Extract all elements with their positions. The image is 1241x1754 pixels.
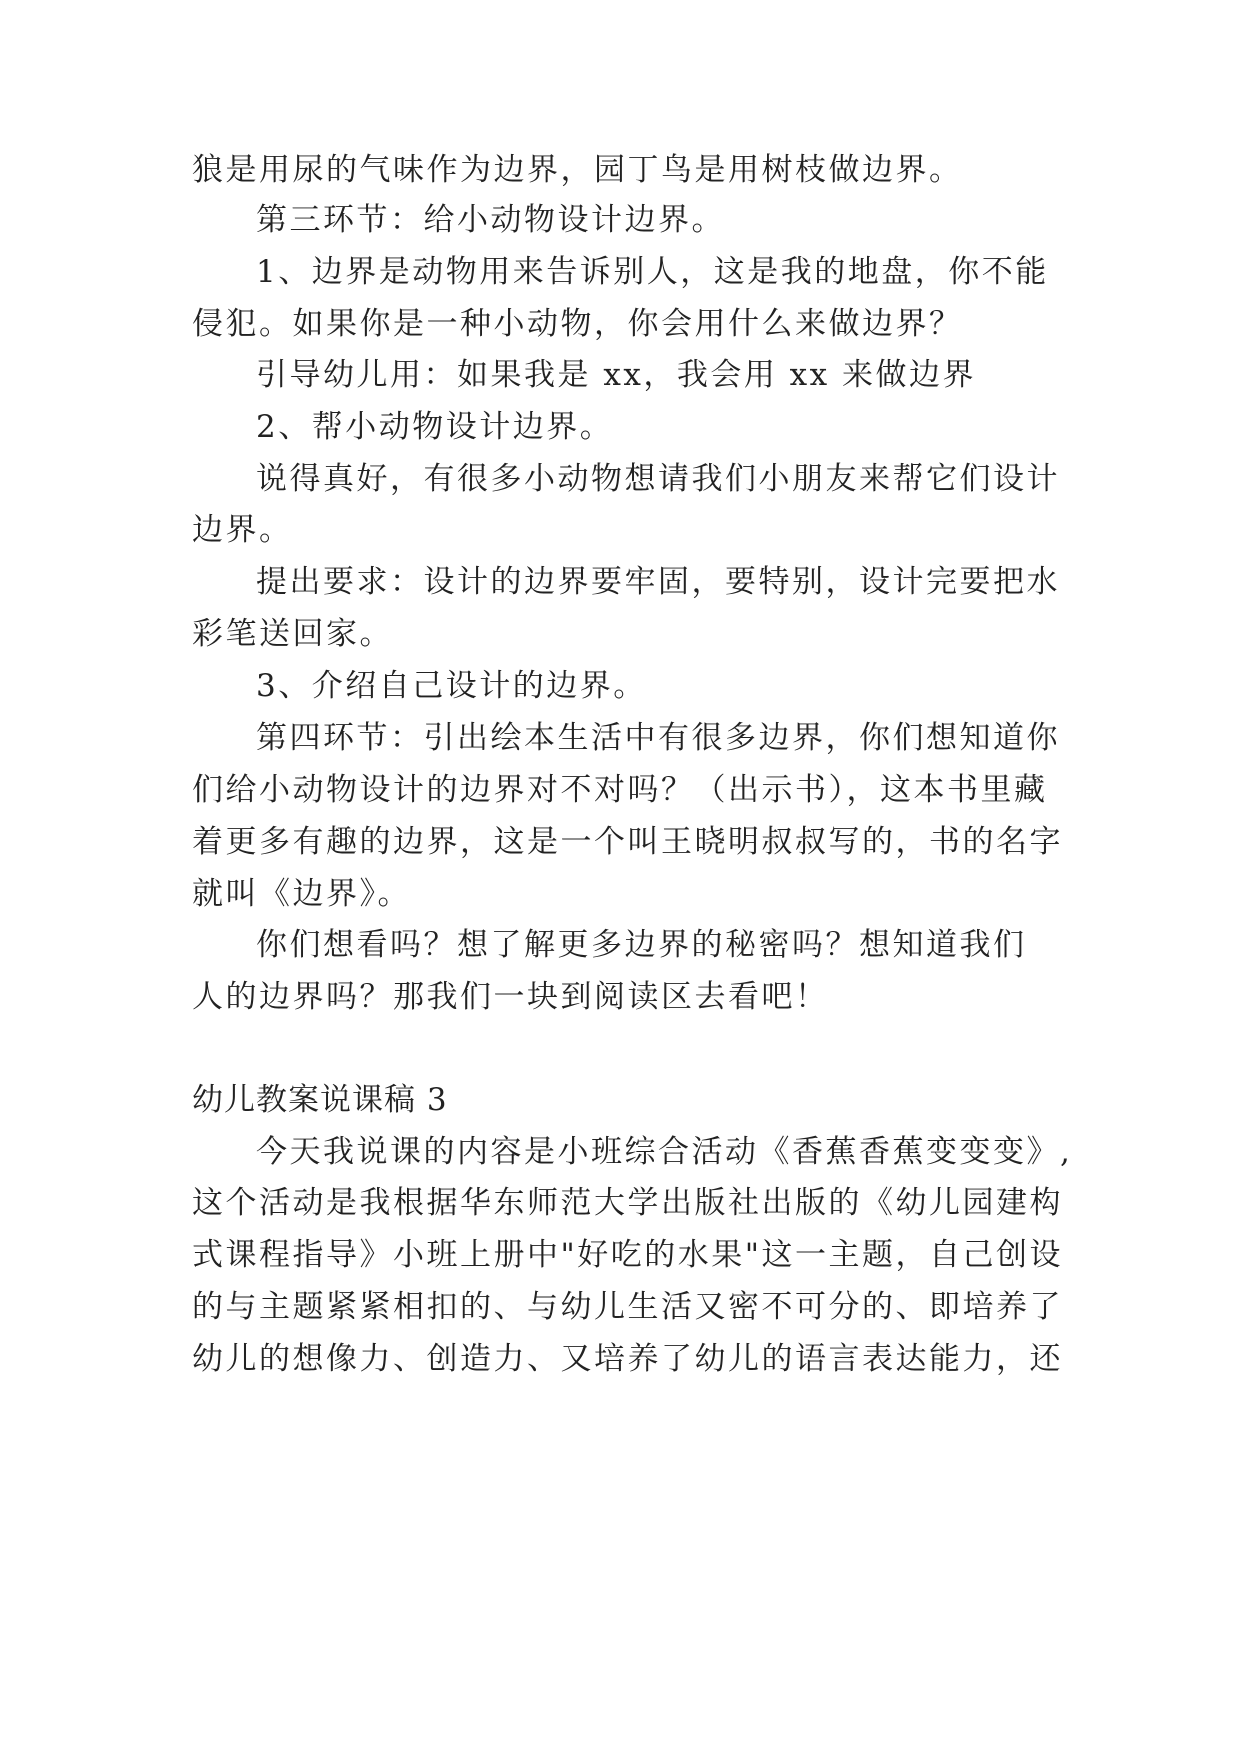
paragraph-line: 人的边界吗？那我们一块到阅读区去看吧！ (192, 979, 829, 1015)
paragraph-line: 引导幼儿用：如果我是 xx，我会用 xx 来做边界 (256, 357, 976, 393)
paragraph-line: 狼是用尿的气味作为边界，园丁鸟是用树枝做边界。 (192, 152, 963, 188)
paragraph-line: 侵犯。如果你是一种小动物，你会用什么来做边界？ (192, 306, 963, 342)
paragraph-line: 的与主题紧紧相扣的、与幼儿生活又密不可分的、即培养了 (192, 1289, 1063, 1325)
paragraph-line: 第四环节：引出绘本生活中有很多边界，你们想知道你 (256, 720, 1060, 756)
section-heading: 幼儿教案说课稿 3 (192, 1082, 448, 1118)
paragraph-line: 提出要求：设计的边界要牢固，要特别，设计完要把水 (256, 564, 1060, 600)
paragraph-line: 第三环节：给小动物设计边界。 (256, 202, 725, 238)
paragraph-line: 你们想看吗？想了解更多边界的秘密吗？想知道我们 (256, 927, 1027, 963)
paragraph-line: 着更多有趣的边界，这是一个叫王晓明叔叔写的，书的名字 (192, 824, 1063, 860)
paragraph-line: 1、边界是动物用来告诉别人，这是我的地盘，你不能 (256, 254, 1049, 290)
paragraph-line: 幼儿的想像力、创造力、又培养了幼儿的语言表达能力，还 (192, 1341, 1063, 1377)
paragraph-line: 这个活动是我根据华东师范大学出版社出版的《幼儿园建构 (192, 1185, 1063, 1221)
paragraph-line: 3、介绍自己设计的边界。 (256, 668, 647, 704)
paragraph-line: 今天我说课的内容是小班综合活动《香蕉香蕉变变变》, (256, 1134, 1073, 1170)
paragraph-line: 2、帮小动物设计边界。 (256, 409, 614, 445)
paragraph-line: 式课程指导》小班上册中"好吃的水果"这一主题，自己创设 (192, 1237, 1064, 1273)
paragraph-line: 就叫《边界》。 (192, 876, 411, 912)
paragraph-line: 边界。 (192, 512, 293, 548)
paragraph-line: 说得真好，有很多小动物想请我们小朋友来帮它们设计 (256, 461, 1060, 497)
paragraph-line: 彩笔送回家。 (192, 616, 393, 652)
paragraph-line: 们给小动物设计的边界对不对吗？（出示书），这本书里藏 (192, 772, 1048, 808)
